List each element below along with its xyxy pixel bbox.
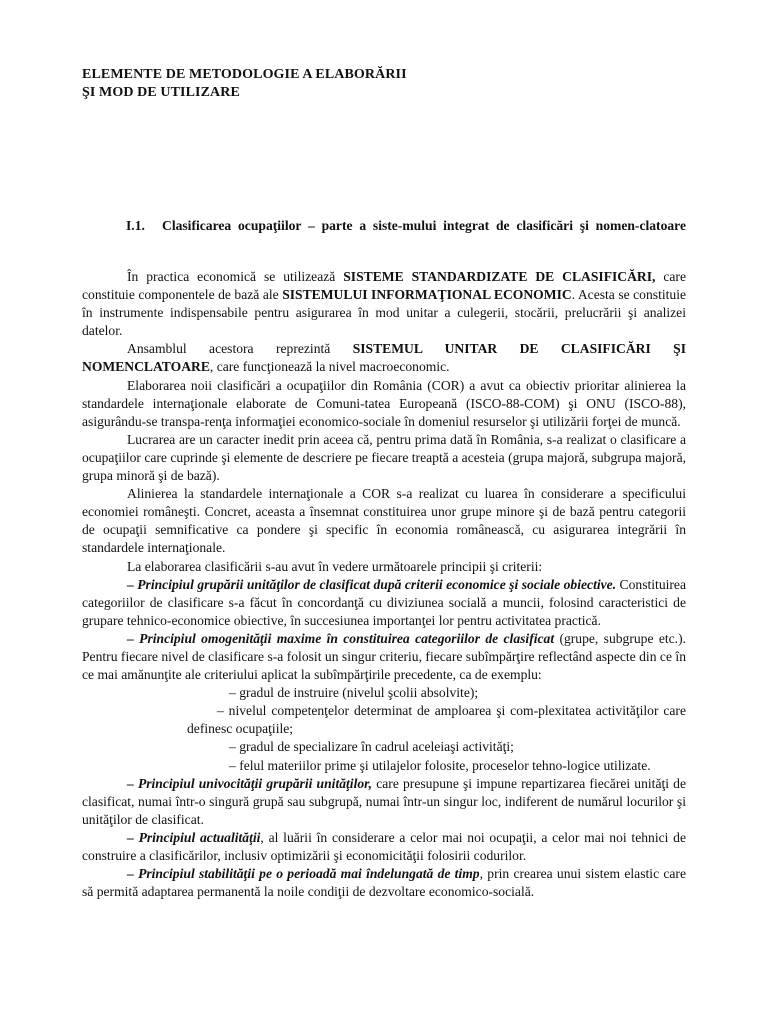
p1-text-c: care constituie componentele de bază ale — [82, 269, 686, 303]
p2-text-a: Ansamblul acestora reprezintă — [127, 341, 353, 357]
paragraph-7 — [82, 576, 686, 630]
list-item: – nivelul competenţelor determinat de amploarea şi com-plexitatea activităţilor care definesc ocupaţiile; — [187, 703, 686, 737]
section-heading — [82, 216, 686, 254]
paragraph-5: Alinierea la standardele internaţionale a COR s-a realizat cu luarea în considerare a specificului economiei româneşti. Concret, aceasta a însemnat constituirea unor grupe minore şi de bază pentru categorii de ocupaţii semnificative ca pondere şi specific în economia românească, cu asigurarea integrării în standardele internaţionale. — [82, 486, 686, 556]
section-title: Clasificarea ocupaţiilor – parte a siste-mului integrat de clasificări şi nomen-clatoare — [162, 218, 686, 233]
list-item: – gradul de specializare în cadrul aceleiaşi activităţi; — [229, 739, 514, 755]
p7-text: Constituirea categoriilor de clasificare s-a făcut în concordanţă cu diviziunea socială a muncii, folosind caracteristici de grupare tehnico-economice obiective, în succesiunea importanţei lor pentru activitatea practică. — [82, 576, 686, 628]
p8-text: (grupe, subgrupe etc.). Pentru fiecare nivel de clasificare s-a folosit un singur criteriu, fiecare subîmpărţire reflectând aspecte din ce în ce mai amănunţite ale criteriului aplicat la subîmpărţirile precedente, ca de exemplu: — [82, 630, 687, 683]
document-title — [82, 66, 407, 102]
section-number: I.1. — [126, 218, 145, 233]
document-body — [82, 268, 686, 901]
paragraph-9 — [82, 775, 686, 829]
p1-text-e: . Acesta se constituie în instrumente indispensabile pentru asigurarea în mod unitar a culegerii, stocării, prelucrării şi analizei datelor. — [82, 287, 687, 339]
title-line-2: ŞI MOD DE UTILIZARE — [82, 85, 240, 100]
paragraph-1 — [82, 268, 686, 340]
p1-bold-d: SISTEMULUI INFORMAŢIONAL ECONOMIC — [282, 287, 572, 303]
p2-bold-b: SISTEMUL UNITAR DE CLASIFICĂRI ŞI NOMENCLATOARE — [82, 341, 686, 375]
paragraph-3: Elaborarea noii clasificări a ocupaţiilor din România (COR) a avut ca obiectiv prioritar alinierea la standardele internaţionale elaborate de Comuni-tatea Europeană (ISCO-88-COM) şi ONU (ISCO-88), asigurându-se transpa-renţa informaţiei economico-sociale în domeniul resurselor şi utilizării forţei de muncă. — [82, 377, 686, 429]
p1-text-a: În practica economică se utilizează — [127, 269, 344, 284]
list-item: – felul materiilor prime şi utilajelor folosite, proceselor tehno-logice utilizate. — [229, 757, 651, 773]
p8-principle: – Principiul omogenităţii maxime în constituirea categoriilor de clasificat — [127, 630, 555, 646]
paragraph-8 — [82, 630, 686, 684]
paragraph-4: Lucrarea are un caracter inedit prin aceea că, pentru prima dată în România, s-a realizat o clasificare a ocupaţiilor care cuprinde şi elemente de descriere pe fiecare treaptă a acesteia (grupa majoră, subgrupa majoră, grupa minoră şi de bază). — [82, 431, 686, 484]
paragraph-6: La elaborarea clasificării s-au avut în vedere următoarele principii şi criterii: — [127, 558, 543, 574]
p10-text: , al luării în considerare a celor mai noi ocupaţii, a celor mai noi tehnici de construire a clasificărilor, inclusiv optimizării şi economicităţii folosirii codurilor. — [82, 829, 687, 863]
p11-principle: – Principiul stabilităţii pe o perioadă mai îndelungată de timp — [127, 866, 480, 882]
p11-text: , prin crearea unui sistem elastic care să permită adaptarea permanentă la noile condiţii de dezvoltare economico-socială. — [82, 866, 686, 900]
p2-text-c: , care funcţionează la nivel macroeconomic. — [209, 359, 450, 375]
p9-principle: – Principiul univocităţii grupării unităţilor, — [127, 775, 373, 791]
criteria-list — [82, 684, 686, 774]
paragraph-2 — [82, 340, 686, 376]
p1-bold-b: SISTEME STANDARDIZATE DE CLASIFICĂRI, — [343, 269, 656, 284]
paragraph-11 — [82, 865, 686, 901]
paragraph-10 — [82, 829, 686, 865]
p7-principle: – Principiul grupării unităţilor de clasificat după criterii economice şi sociale obiective. — [127, 576, 617, 592]
list-item: – gradul de instruire (nivelul şcolii absolvite); — [229, 685, 479, 701]
title-line-1: ELEMENTE DE METODOLOGIE A ELABORĂRII — [82, 67, 407, 82]
p10-principle: – Principiul actualităţii — [127, 829, 261, 845]
p9-text: care presupune şi impune repartizarea fiecărei unităţi de clasificat, numai într-o singură grupă sau subgrupă, numai într-un singur loc, indiferent de numărul locurilor şi unităţilor de clasificat. — [82, 775, 687, 827]
